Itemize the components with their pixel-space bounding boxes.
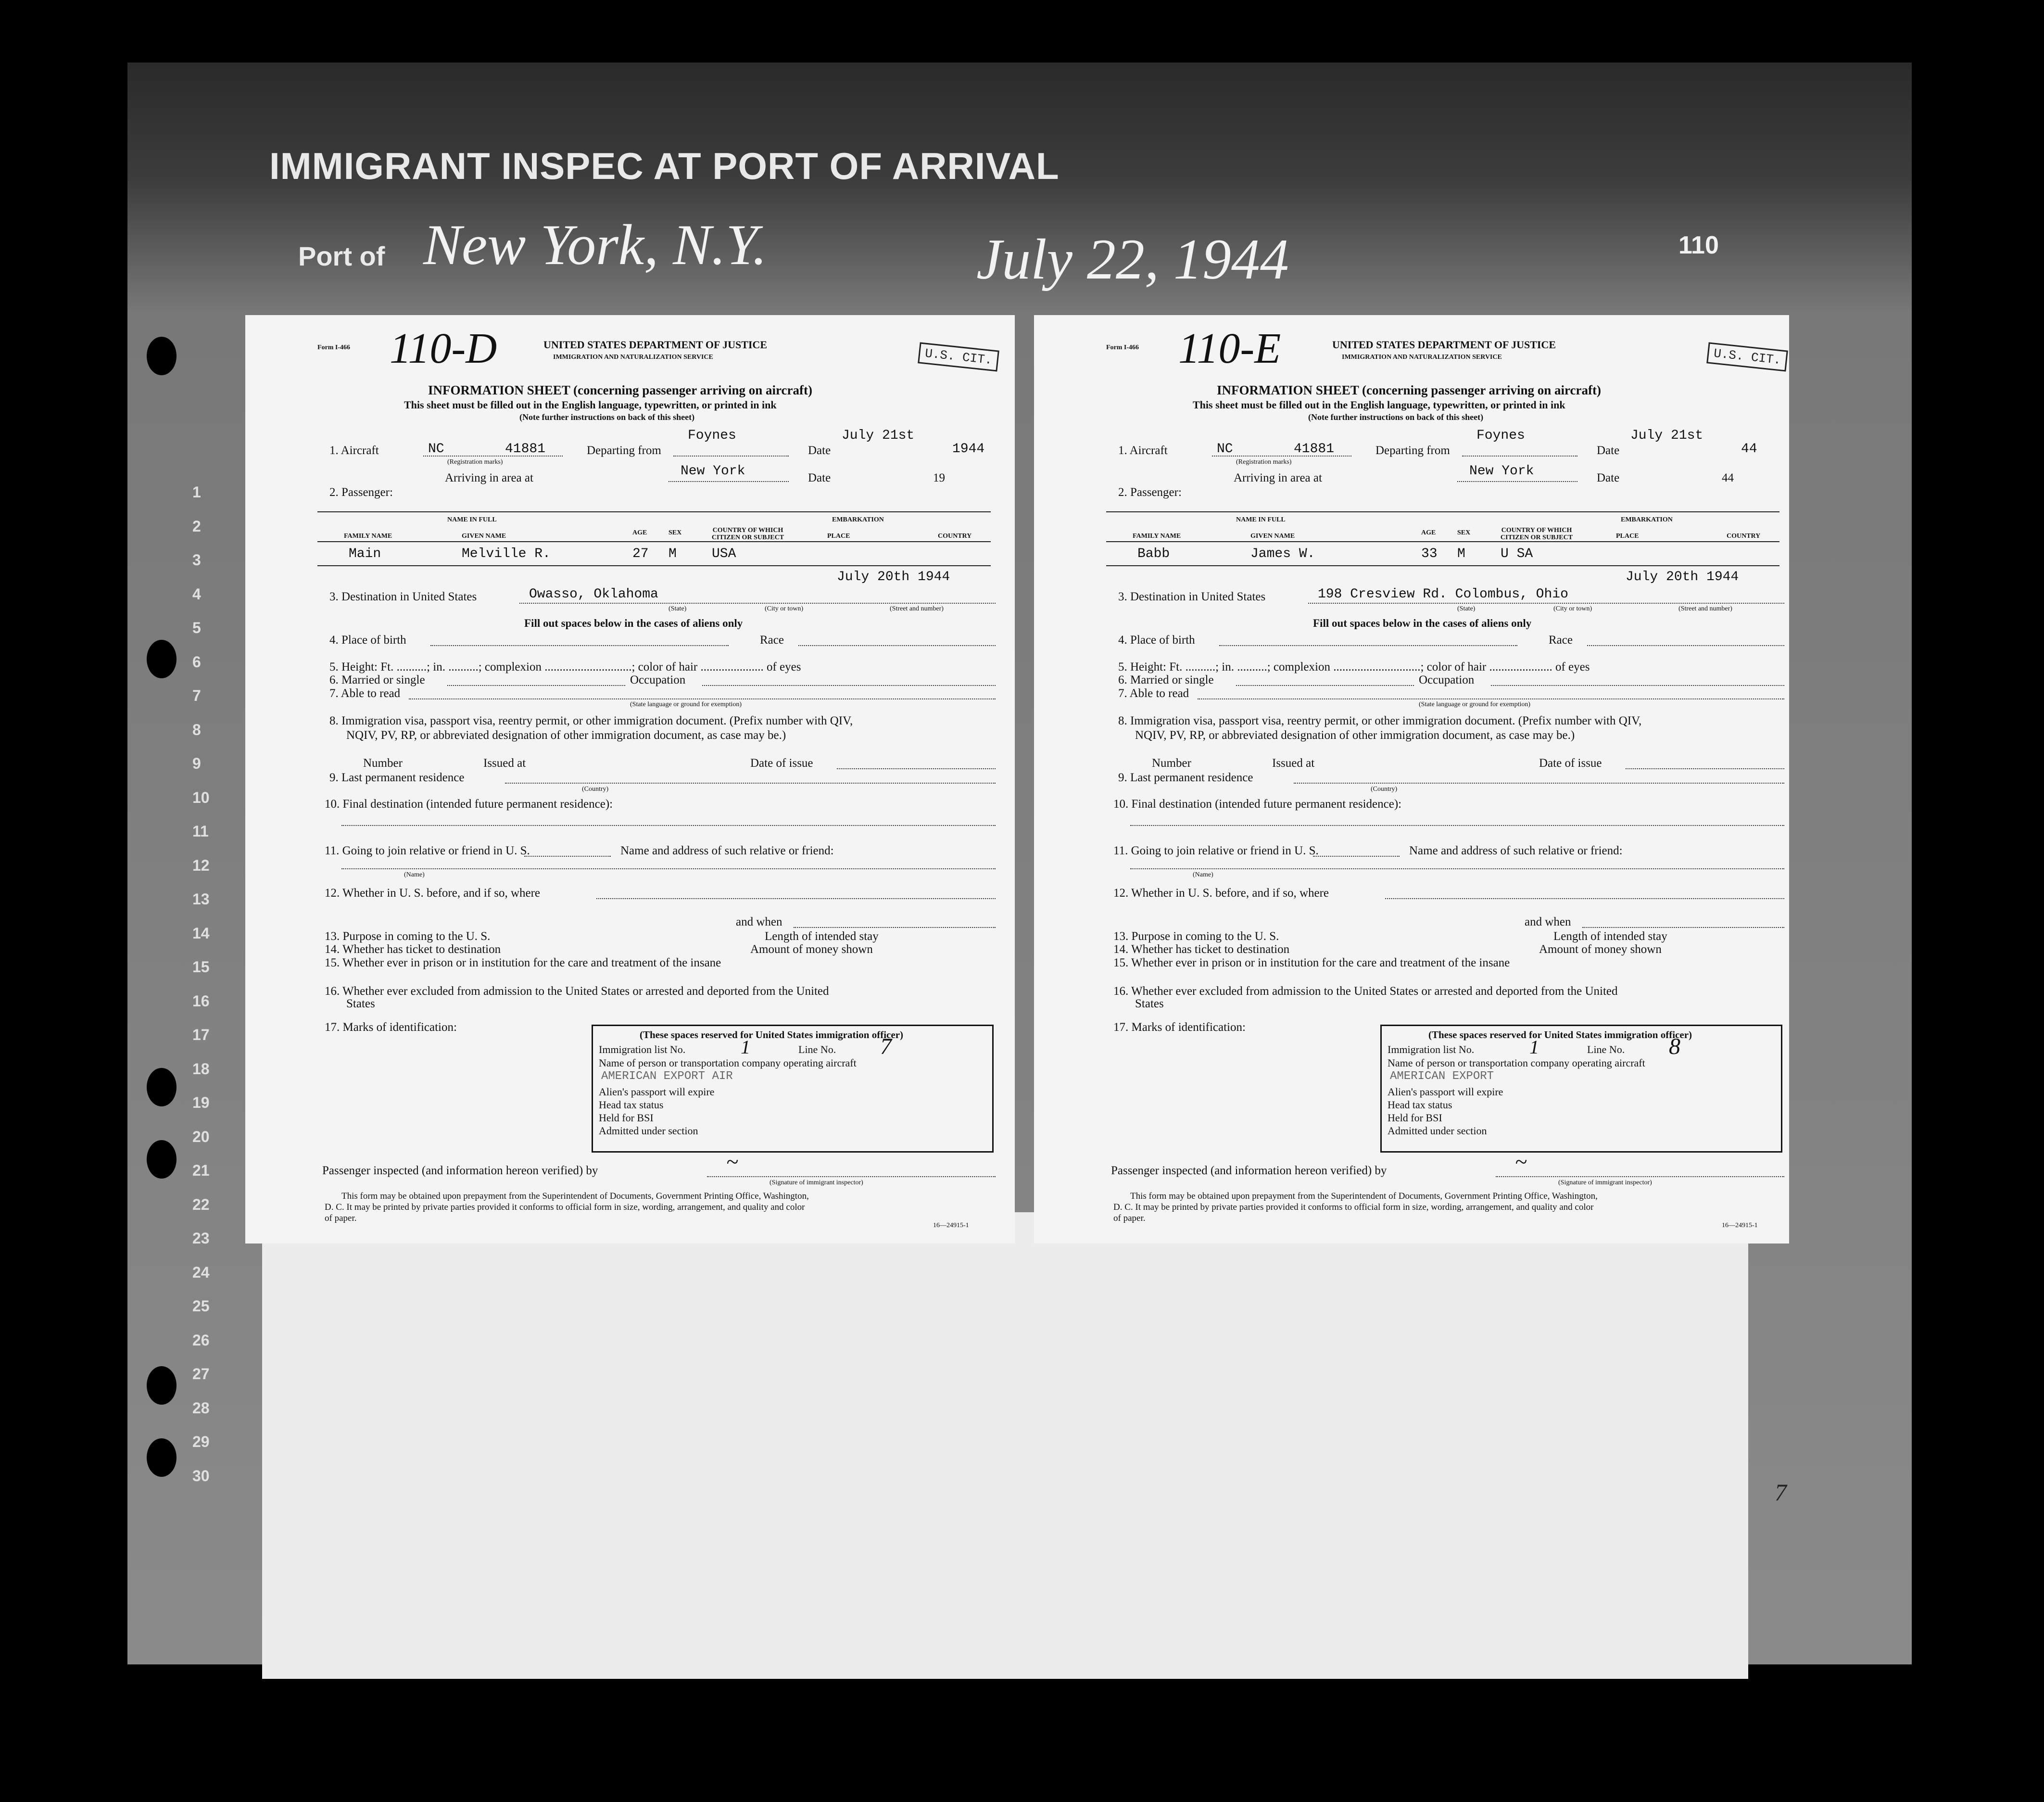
th-family-name: FAMILY NAME — [1133, 533, 1181, 540]
service: IMMIGRATION AND NATURALIZATION SERVICE — [553, 354, 713, 361]
admitted-label: Admitted under section — [1388, 1125, 1487, 1137]
footer-line-2: D. C. It may be printed by private parties provided it conforms to official form in size, wording, arrangement, and quality and color — [1113, 1202, 1594, 1212]
department: UNITED STATES DEPARTMENT OF JUSTICE — [543, 339, 767, 351]
q9-line — [505, 783, 996, 784]
aircraft-label: 1. Aircraft — [329, 444, 379, 457]
binder-hole — [147, 640, 177, 678]
q8-issued-at: Issued at — [483, 757, 526, 770]
destination-value: Owasso, Oklahoma — [529, 587, 658, 602]
th-sex: SEX — [1457, 529, 1471, 536]
q4-race: Race — [1549, 634, 1573, 647]
department: UNITED STATES DEPARTMENT OF JUSTICE — [1332, 339, 1556, 351]
q4-birthplace: 4. Place of birth — [1118, 634, 1195, 647]
q4-birthplace: 4. Place of birth — [329, 634, 406, 647]
given-name-value: Melville R. — [462, 546, 551, 561]
th-family-name: FAMILY NAME — [344, 533, 392, 540]
binder-hole — [147, 1068, 177, 1106]
given-name-value: James W. — [1250, 546, 1315, 561]
q16-excluded: 16. Whether ever excluded from admission to the United States or arrested and deported from the United — [1113, 985, 1618, 998]
q8-document: 8. Immigration visa, passport visa, reentry permit, or other immigration document. (Prefix number with QIV, — [329, 714, 853, 727]
manifest-row-number: 12 — [192, 856, 210, 874]
q10-final-destination: 10. Final destination (intended future permanent residence): — [1113, 798, 1402, 811]
reg-marks-caption: (Registration marks) — [1236, 458, 1292, 466]
q14-ticket: 14. Whether has ticket to destination — [325, 943, 501, 956]
q14-money: Amount of money shown — [750, 943, 873, 956]
q13-purpose: 13. Purpose in coming to the U. S. — [325, 930, 491, 943]
signature-line — [1496, 1176, 1784, 1177]
q6-married: 6. Married or single — [329, 673, 425, 686]
arrival-year: 19 — [933, 471, 945, 484]
sex-value: M — [1457, 546, 1465, 561]
binder-hole — [147, 1366, 177, 1405]
passport-expire-label: Alien's passport will expire — [1388, 1086, 1503, 1098]
citizenship-value: USA — [712, 546, 736, 561]
manifest-row-number: 22 — [192, 1195, 210, 1213]
signature-line — [707, 1176, 996, 1177]
operator-value: AMERICAN EXPORT AIR — [601, 1070, 733, 1083]
reserved-heading: (These spaces reserved for United States immigration officer) — [1428, 1029, 1692, 1041]
departure-year: 44 — [1741, 442, 1757, 457]
imm-list-value: 1 — [741, 1036, 750, 1058]
th-country: COUNTRY OF WHICH CITIZEN OR SUBJECT — [1500, 527, 1573, 542]
reserved-heading: (These spaces reserved for United States immigration officer) — [640, 1029, 904, 1041]
form-note: (Note further instructions on back of this sheet) — [1308, 412, 1484, 422]
departing-label: Departing from — [1375, 444, 1450, 457]
table-bottom-rule — [317, 565, 991, 566]
th-country: COUNTRY OF WHICH CITIZEN OR SUBJECT — [711, 527, 784, 542]
arriving-line — [669, 481, 789, 482]
form-instructions: This sheet must be filled out in the English language, typewritten, or printed in ink — [1193, 399, 1565, 411]
manifest-row-number: 23 — [192, 1230, 210, 1247]
manifest-row-number: 4 — [192, 585, 201, 603]
aircraft-prefix: NC — [1217, 442, 1233, 457]
q11-join: 11. Going to join relative or friend in U. S. — [325, 844, 530, 857]
th-name-in-full: NAME IN FULL — [447, 516, 497, 523]
th-place: PLACE — [1616, 533, 1639, 540]
q9-line — [1294, 783, 1784, 784]
date-label: Date — [1597, 444, 1620, 457]
manifest-row-number: 6 — [192, 653, 201, 671]
q6b-line — [1491, 685, 1784, 686]
th-age: AGE — [1421, 529, 1436, 536]
manifest-date-handwritten: July 22, 1944 — [976, 227, 1289, 291]
th-given-name: GIVEN NAME — [462, 533, 506, 540]
operator-label: Name of person or transportation company operating aircraft — [1388, 1057, 1645, 1069]
q6-line — [1236, 685, 1414, 686]
manifest-row-number: 15 — [192, 958, 210, 976]
footer-line-3: of paper. — [325, 1213, 357, 1223]
destination-line — [519, 603, 996, 604]
held-bsi-label: Held for BSI — [599, 1112, 654, 1124]
q8-number: Number — [1152, 757, 1191, 770]
manifest-row-number: 21 — [192, 1162, 210, 1179]
th-embarkation: EMBARKATION — [832, 516, 884, 523]
table-header-rule — [1106, 541, 1779, 542]
q7-read: 7. Able to read — [329, 687, 401, 700]
arrival-date-label: Date — [808, 471, 831, 484]
q11-join: 11. Going to join relative or friend in U. S. — [1113, 844, 1319, 857]
q7-caption: (State language or ground for exemption) — [630, 701, 742, 708]
inspector-signature: ~ — [1515, 1149, 1527, 1174]
aircraft-line — [1212, 456, 1351, 457]
q11-line — [1313, 856, 1400, 857]
head-tax-label: Head tax status — [599, 1099, 664, 1111]
q15-prison: 15. Whether ever in prison or in institution for the care and treatment of the insane — [1113, 956, 1510, 969]
q13-stay: Length of intended stay — [1553, 930, 1667, 943]
q8-issued-at: Issued at — [1272, 757, 1315, 770]
q6-occupation: Occupation — [630, 673, 686, 686]
arriving-value: New York — [1469, 464, 1534, 479]
q11b-line — [341, 868, 996, 869]
q7-caption: (State language or ground for exemption) — [1419, 701, 1531, 708]
manifest-row-number: 30 — [192, 1467, 210, 1485]
manifest-row-number: 26 — [192, 1331, 210, 1349]
aliens-only-heading: Fill out spaces below in the cases of aliens only — [1313, 617, 1532, 629]
caption-city: (City or town) — [1553, 605, 1592, 612]
q17-marks: 17. Marks of identification: — [1113, 1021, 1246, 1034]
manifest-row-number: 24 — [192, 1263, 210, 1281]
departing-line — [1462, 456, 1577, 457]
footer-line-1: This form may be obtained upon prepayment from the Superintendent of Documents, Government Printing Office, Washington, — [341, 1191, 809, 1201]
q16-excluded: 16. Whether ever excluded from admission to the United States or arrested and deported from the United — [325, 985, 829, 998]
q9-residence: 9. Last permanent residence — [1118, 771, 1253, 784]
passenger-label: 2. Passenger: — [329, 486, 393, 499]
q11-name-address: Name and address of such relative or friend: — [620, 844, 834, 857]
print-code: 16—24915-1 — [1722, 1222, 1758, 1229]
q10-final-destination: 10. Final destination (intended future permanent residence): — [325, 798, 613, 811]
family-name-value: Babb — [1137, 546, 1170, 561]
manifest-row-number: 28 — [192, 1399, 210, 1417]
q11-name-address: Name and address of such relative or friend: — [1409, 844, 1623, 857]
binder-hole — [147, 1438, 177, 1477]
embark-date-value: July 20th 1944 — [837, 570, 950, 584]
manifest-port-label: Port of — [298, 241, 385, 271]
departing-from-value: Foynes — [688, 428, 736, 443]
aircraft-number: 41881 — [505, 442, 546, 457]
q13-stay: Length of intended stay — [765, 930, 879, 943]
manifest-row-number: 1 — [192, 483, 201, 501]
imm-list-label: Immigration list No. — [1388, 1043, 1475, 1055]
line-no-label: Line No. — [1587, 1043, 1625, 1055]
backing-paper — [262, 1212, 1748, 1679]
held-bsi-label: Held for BSI — [1388, 1112, 1442, 1124]
form-heading: INFORMATION SHEET (concerning passenger arriving on aircraft) — [428, 383, 812, 397]
operator-value: AMERICAN EXPORT — [1390, 1070, 1494, 1083]
manifest-row-number: 11 — [192, 823, 209, 840]
q14-money: Amount of money shown — [1539, 943, 1662, 956]
q10-line — [1130, 825, 1784, 826]
manifest-row-number: 10 — [192, 788, 210, 806]
departing-label: Departing from — [587, 444, 661, 457]
q12-before: 12. Whether in U. S. before, and if so, where — [1113, 887, 1329, 900]
manifest-row-number: 5 — [192, 619, 201, 636]
manifest-port-handwritten: New York, N.Y. — [423, 213, 767, 277]
q16-states: States — [1135, 997, 1164, 1010]
aircraft-number: 41881 — [1294, 442, 1335, 457]
admitted-label: Admitted under section — [599, 1125, 698, 1137]
arriving-label: Arriving in area at — [1234, 471, 1322, 484]
q12-line — [596, 898, 996, 899]
manifest-row-number: 17 — [192, 1026, 210, 1043]
manifest-row-number: 9 — [192, 755, 201, 772]
q8-document-b: NQIV, PV, RP, or abbreviated designation of other immigration document, as case may be.) — [1135, 729, 1575, 742]
q11b-line — [1130, 868, 1784, 869]
manifest-row-number: 16 — [192, 992, 210, 1010]
citizen-stamp: U.S. CIT. — [918, 342, 999, 371]
aircraft-line — [423, 456, 563, 457]
service: IMMIGRATION AND NATURALIZATION SERVICE — [1342, 354, 1502, 361]
line-no-label: Line No. — [798, 1043, 836, 1055]
q4-line — [430, 645, 729, 646]
q4-race: Race — [760, 634, 784, 647]
form-number: Form I-466 — [1106, 344, 1139, 351]
q11-caption-name: (Name) — [404, 871, 425, 878]
footer-line-2: D. C. It may be printed by private parties provided it conforms to official form in size, wording, arrangement, and quality and color — [325, 1202, 805, 1212]
destination-value: 198 Cresview Rd. Colombus, Ohio — [1318, 587, 1568, 602]
departure-date: July 21st — [842, 428, 915, 443]
manifest-row-number: 13 — [192, 890, 210, 908]
footer-line-1: This form may be obtained upon prepayment from the Superintendent of Documents, Government Printing Office, Washington, — [1130, 1191, 1598, 1201]
imm-list-label: Immigration list No. — [599, 1043, 686, 1055]
table-bottom-rule — [1106, 565, 1779, 566]
q12-before: 12. Whether in U. S. before, and if so, where — [325, 887, 541, 900]
manifest-title: IMMIGRANT INSPEC AT PORT OF ARRIVAL — [269, 145, 1060, 187]
caption-street: (Street and number) — [890, 605, 944, 612]
arriving-value: New York — [681, 464, 745, 479]
age-value: 27 — [632, 546, 649, 561]
arriving-label: Arriving in area at — [445, 471, 533, 484]
q6b-line — [702, 685, 996, 686]
q4-line — [1219, 645, 1517, 646]
inspector-signature: ~ — [726, 1149, 738, 1174]
caption-state: (State) — [669, 605, 687, 612]
date-label: Date — [808, 444, 831, 457]
form-note: (Note further instructions on back of this sheet) — [519, 412, 695, 422]
reg-marks-caption: (Registration marks) — [447, 458, 503, 466]
inspected-by-label: Passenger inspected (and information hereon verified) by — [322, 1164, 598, 1177]
family-name-value: Main — [349, 546, 381, 561]
citizenship-value: U SA — [1501, 546, 1533, 561]
manifest-page-number: 110 — [1678, 231, 1719, 259]
th-name-in-full: NAME IN FULL — [1236, 516, 1286, 523]
caption-state: (State) — [1457, 605, 1476, 612]
passport-expire-label: Alien's passport will expire — [599, 1086, 715, 1098]
q7-line — [1198, 698, 1784, 699]
binder-hole — [147, 337, 177, 375]
q8-line — [837, 768, 996, 769]
manifest-row-number: 20 — [192, 1128, 210, 1145]
q8-line — [1626, 768, 1784, 769]
caption-city: (City or town) — [765, 605, 804, 612]
table-top-rule — [317, 511, 991, 512]
q12-when: and when — [736, 915, 782, 928]
signature-caption: (Signature of immigrant inspector) — [770, 1179, 863, 1186]
departing-from-value: Foynes — [1476, 428, 1525, 443]
q11-line — [524, 856, 611, 857]
q9-caption-country: (Country) — [582, 786, 609, 793]
q12-line — [1385, 898, 1784, 899]
th-sex: SEX — [669, 529, 682, 536]
th-country2: COUNTRY — [1727, 533, 1761, 540]
arriving-line — [1457, 481, 1577, 482]
destination-label: 3. Destination in United States — [1118, 590, 1266, 603]
q10-line — [341, 825, 996, 826]
q4b-line — [1587, 645, 1784, 646]
departure-date: July 21st — [1630, 428, 1703, 443]
q4b-line — [798, 645, 996, 646]
print-code: 16—24915-1 — [933, 1222, 969, 1229]
q9-residence: 9. Last permanent residence — [329, 771, 465, 784]
arrival-date-label: Date — [1597, 471, 1620, 484]
q8-document-b: NQIV, PV, RP, or abbreviated designation of other immigration document, as case may be.) — [346, 729, 786, 742]
q11-caption-name: (Name) — [1193, 871, 1213, 878]
q6-married: 6. Married or single — [1118, 673, 1214, 686]
form-heading: INFORMATION SHEET (concerning passenger arriving on aircraft) — [1217, 383, 1601, 397]
inspected-by-label: Passenger inspected (and information hereon verified) by — [1111, 1164, 1387, 1177]
th-given-name: GIVEN NAME — [1250, 533, 1295, 540]
th-age: AGE — [632, 529, 647, 536]
manifest-row-number: 2 — [192, 517, 201, 535]
destination-line — [1308, 603, 1784, 604]
departure-year: 1944 — [952, 442, 985, 457]
q12b-line — [794, 927, 996, 928]
manifest-row-number: 27 — [192, 1365, 210, 1383]
aliens-only-heading: Fill out spaces below in the cases of aliens only — [524, 617, 743, 629]
departing-line — [673, 456, 789, 457]
manifest-row-number: 19 — [192, 1094, 210, 1111]
q14-ticket: 14. Whether has ticket to destination — [1113, 943, 1290, 956]
manifest-row-number: 8 — [192, 721, 201, 738]
q12-when: and when — [1525, 915, 1571, 928]
q15-prison: 15. Whether ever in prison or in institution for the care and treatment of the insane — [325, 956, 721, 969]
q8-number: Number — [363, 757, 403, 770]
caption-street: (Street and number) — [1678, 605, 1732, 612]
manifest-row-number: 7 — [192, 687, 201, 704]
age-value: 33 — [1421, 546, 1438, 561]
q13-purpose: 13. Purpose in coming to the U. S. — [1113, 930, 1279, 943]
manifest-row-number: 14 — [192, 924, 210, 942]
q8-document: 8. Immigration visa, passport visa, reentry permit, or other immigration document. (Prefix number with QIV, — [1118, 714, 1642, 727]
q17-marks: 17. Marks of identification: — [325, 1021, 457, 1034]
binder-hole — [147, 1140, 177, 1179]
destination-label: 3. Destination in United States — [329, 590, 477, 603]
form-instructions: This sheet must be filled out in the English language, typewritten, or printed in ink — [404, 399, 777, 411]
imm-list-value: 1 — [1529, 1036, 1539, 1058]
q7-read: 7. Able to read — [1118, 687, 1189, 700]
th-embarkation: EMBARKATION — [1621, 516, 1673, 523]
table-header-rule — [317, 541, 991, 542]
signature-caption: (Signature of immigrant inspector) — [1558, 1179, 1652, 1186]
q7-line — [409, 698, 996, 699]
q8-date-issue: Date of issue — [1539, 757, 1602, 770]
arrival-year: 44 — [1722, 471, 1734, 484]
aircraft-prefix: NC — [428, 442, 444, 457]
q8-date-issue: Date of issue — [750, 757, 813, 770]
handwritten-id: 110-D — [390, 325, 497, 372]
th-country2: COUNTRY — [938, 533, 972, 540]
line-no-value: 7 — [880, 1034, 892, 1059]
handwritten-id: 110-E — [1178, 325, 1281, 372]
page-mark: 7 — [1775, 1479, 1787, 1506]
q5-height: 5. Height: Ft. ..........; in. ..........; complexion .............................; color of hair ..................... of eyes — [1118, 660, 1590, 673]
manifest-row-number: 3 — [192, 551, 201, 569]
information-sheet-right — [1034, 315, 1789, 1506]
q12b-line — [1582, 927, 1784, 928]
q5-height: 5. Height: Ft. ..........; in. ..........; complexion .............................; color of hair ..................... of eyes — [329, 660, 801, 673]
manifest-row-number: 18 — [192, 1060, 210, 1078]
form-number: Form I-466 — [317, 344, 351, 351]
aircraft-label: 1. Aircraft — [1118, 444, 1168, 457]
head-tax-label: Head tax status — [1388, 1099, 1452, 1111]
citizen-stamp: U.S. CIT. — [1706, 342, 1788, 371]
passenger-label: 2. Passenger: — [1118, 486, 1182, 499]
manifest-row-number: 25 — [192, 1297, 210, 1315]
q6-line — [447, 685, 625, 686]
th-place: PLACE — [827, 533, 850, 540]
embark-date-value: July 20th 1944 — [1626, 570, 1739, 584]
table-top-rule — [1106, 511, 1779, 512]
line-no-value: 8 — [1669, 1034, 1680, 1059]
information-sheet-left — [245, 315, 1015, 1244]
q16-states: States — [346, 997, 375, 1010]
q6-occupation: Occupation — [1419, 673, 1475, 686]
sex-value: M — [669, 546, 677, 561]
footer-line-3: of paper. — [1113, 1213, 1146, 1223]
manifest-row-number: 29 — [192, 1433, 210, 1450]
q9-caption-country: (Country) — [1371, 786, 1398, 793]
operator-label: Name of person or transportation company operating aircraft — [599, 1057, 857, 1069]
